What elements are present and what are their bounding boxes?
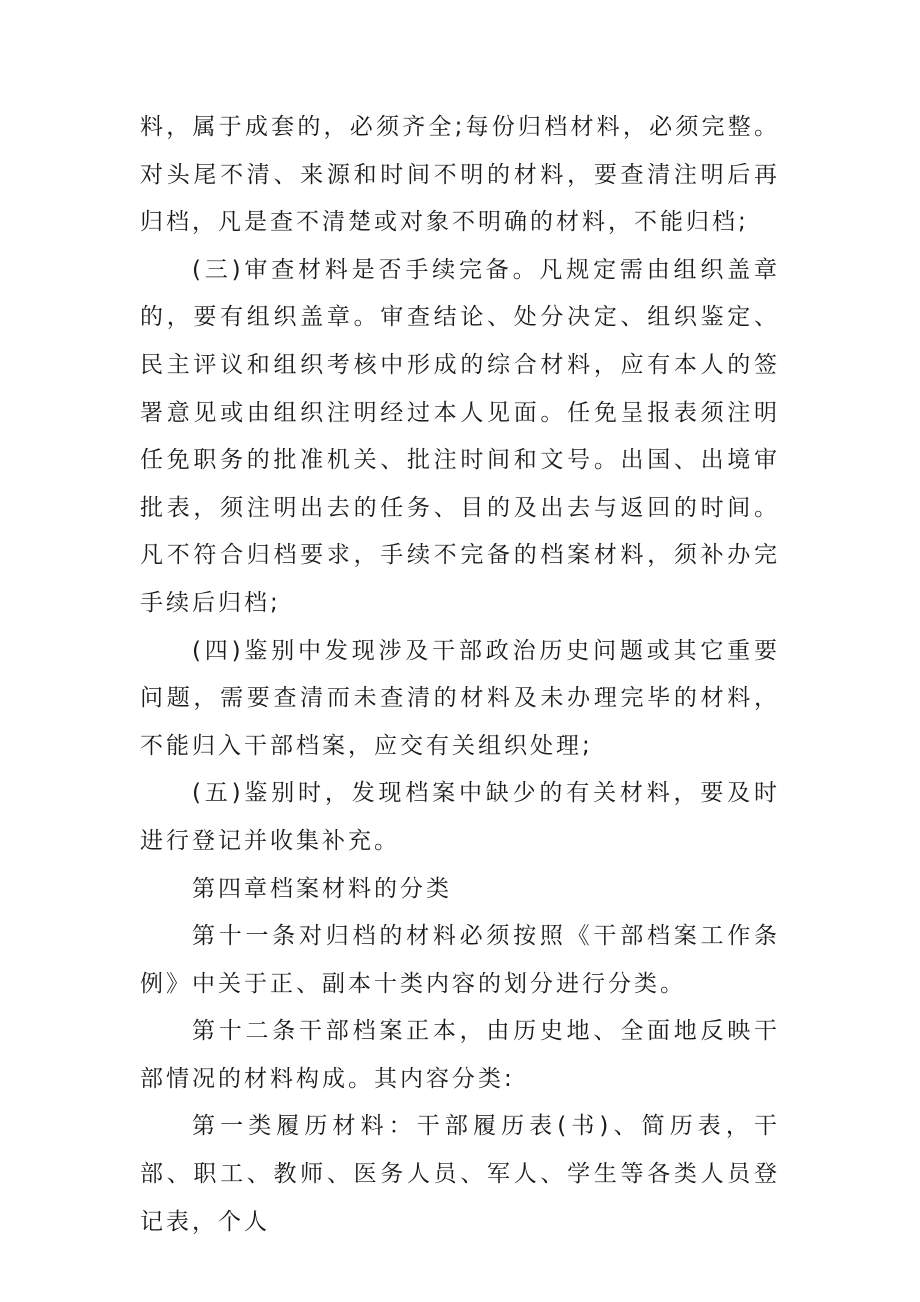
document-body <box>140 104 780 1246</box>
paragraph-2: (三)审查材料是否手续完备。凡规定需由组织盖章的，要有组织盖章。审查结论、处分决定、组织鉴定、民主评议和组织考核中形成的综合材料，应有本人的签署意见或由组织注明经过本人见面。任免呈报表须注明任免职务的批准机关、批注时间和文号。出国、出境审批表，须注明出去的任务、目的及出去与返回的时间。凡不符合归档要求，手续不完备的档案材料，须补办完手续后归档; <box>140 256 780 616</box>
paragraph-4: (五)鉴别时，发现档案中缺少的有关材料，要及时进行登记并收集补充。 <box>140 780 780 854</box>
paragraph-3: (四)鉴别中发现涉及干部政治历史问题或其它重要问题，需要查清而未查清的材料及未办理完毕的材料，不能归入干部档案，应交有关组织处理; <box>140 637 780 759</box>
category-1-paragraph: 第一类履历材料：干部履历表(书)、简历表，干部、职工、教师、医务人员、军人、学生等各类人员登记表，个人 <box>140 1113 780 1235</box>
chapter-heading: 第四章档案材料的分类 <box>192 875 452 902</box>
article-11: 第十一条对归档的材料必须按照《干部档案工作条例》中关于正、副本十类内容的划分进行分类。 <box>140 923 780 997</box>
paragraph-1: 料，属于成套的，必须齐全;每份归档材料，必须完整。对头尾不清、来源和时间不明的材料，要查清注明后再归档，凡是查不清楚或对象不明确的材料，不能归档; <box>140 114 780 236</box>
article-12: 第十二条干部档案正本，由历史地、全面地反映干部情况的材料构成。其内容分类: <box>140 1018 780 1092</box>
